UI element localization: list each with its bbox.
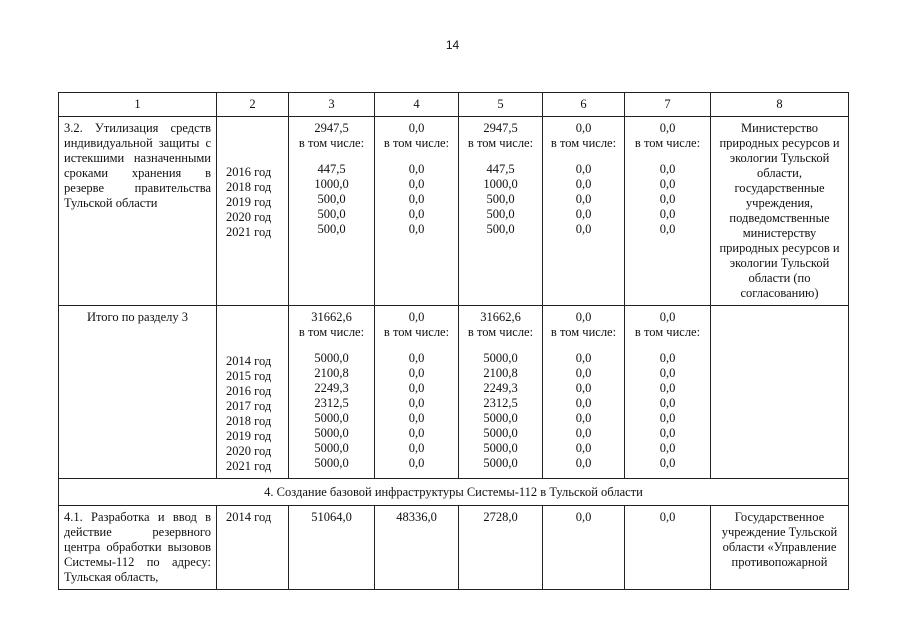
value-cell xyxy=(459,306,543,479)
total-value: 31662,6 xyxy=(480,310,521,324)
total-value: 2947,5 xyxy=(314,121,349,135)
header-cell-7: 7 xyxy=(625,93,711,117)
including-label: в том числе: xyxy=(467,325,534,339)
value-cell: 51064,0 xyxy=(289,506,375,590)
year-value: 5000,0 xyxy=(483,456,518,470)
year-value: 0,0 xyxy=(659,366,676,380)
header-cell-3: 3 xyxy=(289,93,375,117)
year-value: 2312,5 xyxy=(314,396,349,410)
year-label: 2017 год xyxy=(226,399,272,413)
year-value: 1000,0 xyxy=(314,177,349,191)
year-value: 0,0 xyxy=(659,396,676,410)
value-cell xyxy=(543,117,625,306)
year-label: 2021 год xyxy=(226,225,272,239)
spacer xyxy=(226,121,283,132)
spacer xyxy=(548,340,619,351)
year-value: 2312,5 xyxy=(483,396,518,410)
spacer xyxy=(226,143,283,154)
total-value: 0,0 xyxy=(408,121,425,135)
year-value: 2100,8 xyxy=(314,366,349,380)
year-value: 0,0 xyxy=(575,456,592,470)
year-value: 0,0 xyxy=(575,162,592,176)
year-label: 2019 год xyxy=(226,195,272,209)
spacer xyxy=(380,151,453,162)
value-cell xyxy=(625,117,711,306)
year-value: 0,0 xyxy=(659,192,676,206)
year-value: 0,0 xyxy=(408,366,425,380)
budget-table xyxy=(58,92,849,590)
year-value: 0,0 xyxy=(575,351,592,365)
value-cell: 0,0 xyxy=(543,506,625,590)
value-cell: 0,0 xyxy=(625,506,711,590)
year-value: 0,0 xyxy=(408,192,425,206)
year-value: 447,5 xyxy=(486,162,515,176)
including-label: в том числе: xyxy=(634,136,701,150)
year-value: 500,0 xyxy=(317,207,346,221)
year-value: 5000,0 xyxy=(483,351,518,365)
year-value: 0,0 xyxy=(575,366,592,380)
including-label: в том числе: xyxy=(550,136,617,150)
spacer xyxy=(548,151,619,162)
table-row xyxy=(59,506,849,590)
year-value: 500,0 xyxy=(486,222,515,236)
year-value: 447,5 xyxy=(317,162,346,176)
year-label: 2014 год xyxy=(226,354,272,368)
year-value: 0,0 xyxy=(659,351,676,365)
year-value: 5000,0 xyxy=(314,441,349,455)
year-value: 0,0 xyxy=(659,456,676,470)
year-value: 2249,3 xyxy=(314,381,349,395)
spacer xyxy=(226,321,283,332)
year-value: 0,0 xyxy=(408,411,425,425)
year-value: 0,0 xyxy=(659,381,676,395)
year-label: 2015 год xyxy=(226,369,272,383)
header-cell-8: 8 xyxy=(711,93,849,117)
value-cell xyxy=(459,117,543,306)
header-cell-1: 1 xyxy=(59,93,217,117)
year-value: 5000,0 xyxy=(483,426,518,440)
including-label: в том числе: xyxy=(634,325,701,339)
value-cell xyxy=(375,306,459,479)
year-value: 0,0 xyxy=(408,222,425,236)
spacer xyxy=(630,151,705,162)
header-row xyxy=(59,93,849,117)
year-value: 500,0 xyxy=(317,192,346,206)
including-label: в том числе: xyxy=(467,136,534,150)
year-value: 5000,0 xyxy=(483,411,518,425)
year-value: 0,0 xyxy=(575,207,592,221)
spacer xyxy=(226,310,283,321)
total-value: 0,0 xyxy=(575,310,592,324)
year-cell xyxy=(217,306,289,479)
year-value: 0,0 xyxy=(408,441,425,455)
year-value: 5000,0 xyxy=(483,441,518,455)
value-cell xyxy=(543,306,625,479)
section-title: 4. Создание базовой инфраструктуры Системы-112 в Тульской области xyxy=(59,479,849,506)
spacer xyxy=(226,332,283,343)
including-label: в том числе: xyxy=(383,136,450,150)
including-label: в том числе: xyxy=(383,325,450,339)
value-cell: 2728,0 xyxy=(459,506,543,590)
row-description: Итого по разделу 3 xyxy=(59,306,217,479)
spacer xyxy=(226,154,283,165)
table-row xyxy=(59,117,849,306)
year-label: 2019 год xyxy=(226,429,272,443)
year-label: 2018 год xyxy=(226,180,272,194)
year-value: 0,0 xyxy=(659,177,676,191)
value-cell: 48336,0 xyxy=(375,506,459,590)
total-value: 0,0 xyxy=(659,121,676,135)
year-value: 0,0 xyxy=(659,441,676,455)
year-cell: 2014 год xyxy=(217,506,289,590)
year-value: 0,0 xyxy=(408,426,425,440)
year-value: 0,0 xyxy=(659,222,676,236)
row-description: 3.2. Утилизация средств индивидуальной защиты с истекшими назначенными сроками хранения в резерве правительства Тульской области xyxy=(59,117,217,306)
year-value: 500,0 xyxy=(486,207,515,221)
spacer xyxy=(464,340,537,351)
executor-cell: Государственное учреждение Тульской области «Управление противопожарной xyxy=(711,506,849,590)
year-value: 0,0 xyxy=(408,351,425,365)
year-value: 0,0 xyxy=(575,396,592,410)
total-value: 0,0 xyxy=(408,310,425,324)
year-value: 0,0 xyxy=(408,456,425,470)
year-value: 0,0 xyxy=(575,192,592,206)
total-value: 0,0 xyxy=(659,310,676,324)
spacer xyxy=(630,340,705,351)
year-label: 2020 год xyxy=(226,444,272,458)
executor-cell: Министерство природных ресурсов и экологии Тульской области, государственные учреждения, подведомственные министерству природных ресурсов и экологии Тульской области (по согласованию) xyxy=(711,117,849,306)
year-value: 5000,0 xyxy=(314,426,349,440)
year-value: 0,0 xyxy=(408,396,425,410)
spacer xyxy=(294,340,369,351)
spacer xyxy=(464,151,537,162)
year-value: 0,0 xyxy=(575,177,592,191)
year-label: 2016 год xyxy=(226,165,272,179)
table-row xyxy=(59,306,849,479)
spacer xyxy=(380,340,453,351)
year-label: 2021 год xyxy=(226,459,272,473)
year-label: 2020 год xyxy=(226,210,272,224)
year-value: 0,0 xyxy=(659,207,676,221)
year-value: 5000,0 xyxy=(314,411,349,425)
year-value: 0,0 xyxy=(575,222,592,236)
value-cell xyxy=(289,117,375,306)
year-value: 0,0 xyxy=(659,411,676,425)
year-label: 2018 год xyxy=(226,414,272,428)
year-value: 0,0 xyxy=(575,381,592,395)
including-label: в том числе: xyxy=(550,325,617,339)
row-description: 4.1. Разработка и ввод в действие резервного центра обработки вызовов Системы-112 по адресу: Тульская область, xyxy=(59,506,217,590)
header-cell-2: 2 xyxy=(217,93,289,117)
value-cell xyxy=(625,306,711,479)
year-value: 500,0 xyxy=(486,192,515,206)
year-value: 0,0 xyxy=(575,411,592,425)
including-label: в том числе: xyxy=(298,325,365,339)
including-label: в том числе: xyxy=(298,136,365,150)
year-value: 5000,0 xyxy=(314,456,349,470)
year-value: 0,0 xyxy=(575,426,592,440)
value-cell xyxy=(289,306,375,479)
year-value: 0,0 xyxy=(659,162,676,176)
year-value: 0,0 xyxy=(408,162,425,176)
year-value: 0,0 xyxy=(408,381,425,395)
spacer xyxy=(294,151,369,162)
header-cell-5: 5 xyxy=(459,93,543,117)
year-cell xyxy=(217,117,289,306)
year-value: 2249,3 xyxy=(483,381,518,395)
total-value: 0,0 xyxy=(575,121,592,135)
executor-cell xyxy=(711,306,849,479)
value-cell xyxy=(375,117,459,306)
year-value: 0,0 xyxy=(408,177,425,191)
page-number: 14 xyxy=(445,38,460,52)
year-value: 2100,8 xyxy=(483,366,518,380)
total-value: 2947,5 xyxy=(483,121,518,135)
year-value: 500,0 xyxy=(317,222,346,236)
year-label: 2016 год xyxy=(226,384,272,398)
header-cell-6: 6 xyxy=(543,93,625,117)
spacer xyxy=(226,343,283,354)
year-value: 0,0 xyxy=(408,207,425,221)
year-value: 0,0 xyxy=(659,426,676,440)
section-row xyxy=(59,479,849,506)
year-value: 0,0 xyxy=(575,441,592,455)
spacer xyxy=(226,132,283,143)
year-value: 5000,0 xyxy=(314,351,349,365)
header-cell-4: 4 xyxy=(375,93,459,117)
year-value: 1000,0 xyxy=(483,177,518,191)
total-value: 31662,6 xyxy=(311,310,352,324)
